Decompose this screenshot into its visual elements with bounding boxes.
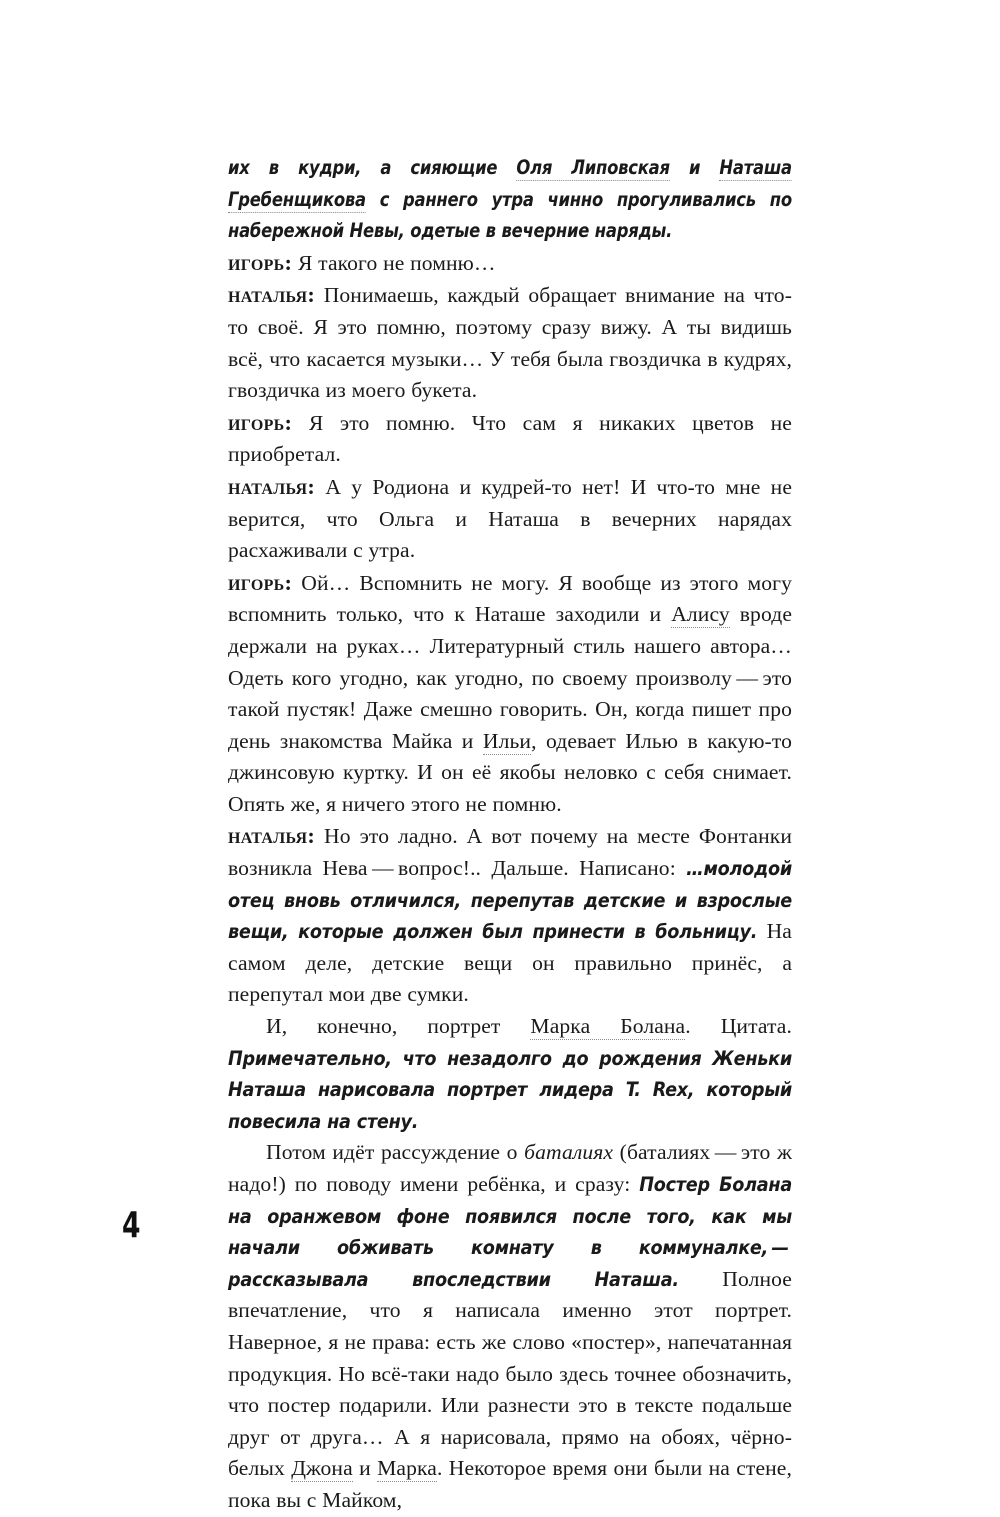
paragraph-batalii (228, 1137, 792, 1516)
dialogue-text: Я такого не помню… (292, 250, 496, 275)
emphasis-batalii: баталиях (524, 1140, 614, 1165)
paragraph-tail-c: . Некоторое время они были на стене, пока вы с Майком, (228, 1456, 792, 1512)
dialogue-text: Я это помню. Что сам я никаких цветов не приобретал. (228, 410, 792, 467)
dialogue-line-natalya-3 (228, 820, 792, 1011)
inline-citation-trex: Примечательно, что незадолго до рождения Женьки Наташа нарисовала портрет лидера T. Rex, который повесила на стену. (228, 1046, 792, 1133)
dialogue-text-part-c: , одевает Илью в какую-то джинсовую куртку. И он её якобы неловко с себя снимает. Опять же, я ничего этого не помню. (228, 728, 792, 816)
dialogue-line-igor-1 (228, 247, 792, 280)
name-alisa: Алису (671, 602, 730, 627)
paragraph-tail-b: и (352, 1456, 378, 1481)
speaker-label-natalya: наталья: (228, 473, 316, 499)
paragraph-mid: . Цитата. (685, 1014, 792, 1039)
dialogue-line-igor-3 (228, 567, 792, 821)
page-text-column (228, 152, 792, 1517)
inline-citation-diapers: …молодой отец вновь отличился, перепутав детские и взрослые вещи, которые должен был принести в больницу. (228, 857, 792, 944)
paragraph-lead-b: (баталиях — это ж надо!) по поводу имени ребёнка, и сразу: (228, 1140, 792, 1196)
paragraph-bolan-portrait (228, 1011, 792, 1137)
speaker-label-natalya: наталья: (228, 823, 316, 849)
name-marka-bolana: Марка Болана (530, 1014, 686, 1039)
name-ilya: Ильи (482, 728, 532, 753)
paragraph-tail-a: Полное впечатление, что я написала именно этот портрет. Наверное, я не права: есть же слово «постер», напечатанная продукция. Но всё-таки надо было здесь точнее обозначить, что постер подарили. Или разнести это в тексте подальше друг от друга… А я нарисовала, прямо на обоях, чёрно-белых (228, 1266, 792, 1481)
dialogue-line-igor-2 (228, 407, 792, 471)
page-number: 4 (122, 1205, 141, 1246)
speaker-label-igor: игорь: (228, 409, 293, 435)
speaker-label-natalya: наталья: (228, 282, 316, 308)
opening-quote-mid1: и (669, 156, 720, 179)
name-olya-lipovskaya: Оля Липовская (516, 156, 670, 179)
dialogue-text: Понимаешь, каждый обращает внимание на что-то своё. Я это помню, поэтому сразу вижу. А ты видишь всё, что касается музыки… У тебя была гвоздичка в кудрях, гвоздичка из моего букета. (228, 283, 792, 403)
paragraph-lead-a: Потом идёт рассуждение о (266, 1140, 525, 1165)
dialogue-text-part-a: Но это ладно. А вот почему на месте Фонтанки возникла Нева — вопрос!.. Дальше. Написано: (228, 824, 792, 881)
inline-citation-poster: Постер Болана на оранжевом фоне появился после того, как мы начали обживать комнату в коммуналке, — рассказывала впоследствии Наташа. (228, 1173, 792, 1291)
dialogue-line-natalya-1 (228, 279, 792, 406)
name-marka: Марка (377, 1456, 437, 1481)
dialogue-line-natalya-2 (228, 471, 792, 567)
opening-quote-line1: их в кудри, а сияющие (228, 156, 517, 179)
name-natasha-grebenshchikova: Наташа Гребенщикова (228, 156, 792, 211)
opening-quote-tail1: с раннего утра чинно прогуливались по набережной Невы, одетые в вечерние наряды. (228, 187, 792, 243)
dialogue-text: А у Родиона и кудрей-то нет! И что-то мне не верится, что Ольга и Наташа в вечерних нарядах расхаживали с утра. (228, 474, 792, 563)
dialogue-text-part-b: вроде держали на руках… Литературный стиль нашего автора… Одеть кого угодно, как угодно, по своему произволу — это такой пустяк! Даже смешно говорить. Он, когда пишет про день знакомства Майка и (228, 602, 792, 753)
name-dzhona: Джона (291, 1456, 353, 1481)
dialogue-text-part-b: На самом деле, детские вещи он правильно принёс, а перепутал мои две сумки. (228, 919, 792, 1007)
paragraph-lead: И, конечно, портрет (266, 1014, 531, 1039)
paragraph-opening-quote (228, 152, 792, 247)
speaker-label-igor: игорь: (228, 569, 293, 595)
dialogue-text-part-a: Ой… Вспомнить не могу. Я вообще из этого могу вспомнить только, что к Наташе заходили и (228, 570, 792, 627)
speaker-label-igor: игорь: (228, 249, 293, 275)
